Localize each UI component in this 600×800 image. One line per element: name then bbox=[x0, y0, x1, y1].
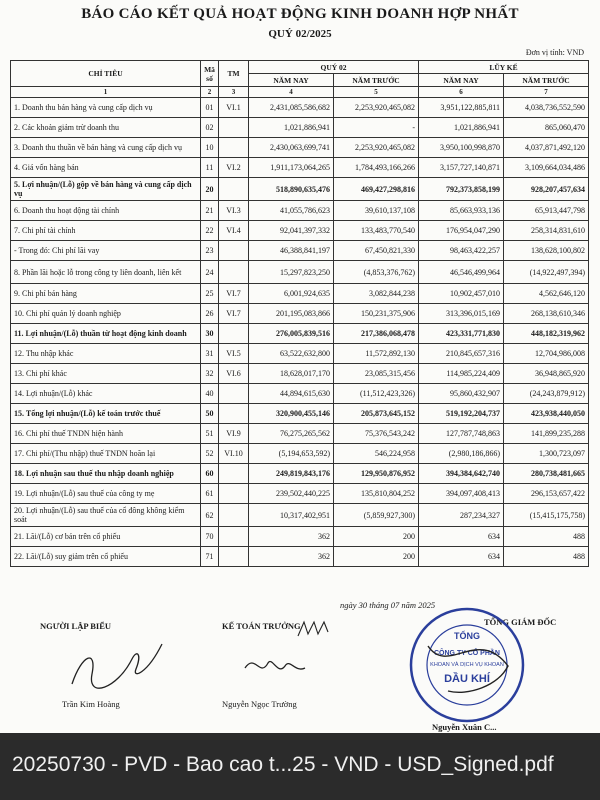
table-row bbox=[11, 118, 589, 138]
accountant-title: KẾ TOÁN TRƯỞNG bbox=[222, 621, 301, 631]
row-cumulative-last-year: 141,899,235,288 bbox=[504, 424, 589, 444]
header-cumulative: LŨY KẾ bbox=[419, 61, 589, 74]
row-note bbox=[219, 384, 249, 404]
table-row bbox=[11, 547, 589, 567]
row-note: VI.3 bbox=[219, 201, 249, 221]
row-note bbox=[219, 527, 249, 547]
row-cumulative-last-year: 4,562,646,120 bbox=[504, 284, 589, 304]
row-quarter-this-year: 320,900,455,146 bbox=[249, 404, 334, 424]
header-tm: TM bbox=[219, 61, 249, 87]
column-number-row bbox=[11, 87, 589, 98]
row-quarter-this-year: 249,819,843,176 bbox=[249, 464, 334, 484]
row-label: 17. Chi phí/(Thu nhập) thuế TNDN hoãn lại bbox=[11, 444, 201, 464]
row-label: 3. Doanh thu thuần về bán hàng và cung cấp dịch vụ bbox=[11, 138, 201, 158]
row-cumulative-this-year: 519,192,204,737 bbox=[419, 404, 504, 424]
row-label: 2. Các khoản giảm trừ doanh thu bbox=[11, 118, 201, 138]
row-quarter-last-year: 200 bbox=[334, 547, 419, 567]
row-note: VI.4 bbox=[219, 221, 249, 241]
row-label: 7. Chi phí tài chính bbox=[11, 221, 201, 241]
table-row bbox=[11, 241, 589, 261]
row-quarter-this-year: 276,005,839,516 bbox=[249, 324, 334, 344]
row-quarter-last-year: 1,784,493,166,266 bbox=[334, 158, 419, 178]
row-quarter-this-year: 44,894,615,630 bbox=[249, 384, 334, 404]
col-number: 5 bbox=[334, 87, 419, 98]
row-label: 15. Tổng lợi nhuận/(Lỗ) kế toán trước thuế bbox=[11, 404, 201, 424]
row-quarter-last-year: 3,082,844,238 bbox=[334, 284, 419, 304]
signing-date: ngày 30 tháng 07 năm 2025 bbox=[340, 600, 436, 610]
currency-unit: Đơn vị tính: VND bbox=[525, 48, 584, 57]
income-statement-table bbox=[10, 60, 589, 567]
row-code: 26 bbox=[201, 304, 219, 324]
row-cumulative-this-year: 634 bbox=[419, 547, 504, 567]
row-note bbox=[219, 261, 249, 284]
row-cumulative-last-year: 423,938,440,050 bbox=[504, 404, 589, 424]
row-code: 25 bbox=[201, 284, 219, 304]
row-code: 11 bbox=[201, 158, 219, 178]
row-cumulative-last-year: 488 bbox=[504, 547, 589, 567]
row-cumulative-last-year: 928,207,457,634 bbox=[504, 178, 589, 201]
table-row bbox=[11, 504, 589, 527]
row-cumulative-last-year: (15,415,175,758) bbox=[504, 504, 589, 527]
row-code: 60 bbox=[201, 464, 219, 484]
row-quarter-this-year: 63,522,632,800 bbox=[249, 344, 334, 364]
row-cumulative-last-year: 36,948,865,920 bbox=[504, 364, 589, 384]
row-label: 18. Lợi nhuận sau thuế thu nhập doanh nghiệp bbox=[11, 464, 201, 484]
row-quarter-this-year: 18,628,017,170 bbox=[249, 364, 334, 384]
table-row bbox=[11, 201, 589, 221]
row-code: 10 bbox=[201, 138, 219, 158]
row-note bbox=[219, 178, 249, 201]
row-quarter-this-year: 76,275,265,562 bbox=[249, 424, 334, 444]
col-number: 6 bbox=[419, 87, 504, 98]
row-quarter-last-year: 150,231,375,906 bbox=[334, 304, 419, 324]
table-row bbox=[11, 464, 589, 484]
row-note: VI.2 bbox=[219, 158, 249, 178]
row-quarter-last-year: 205,873,645,152 bbox=[334, 404, 419, 424]
row-note: VI.7 bbox=[219, 284, 249, 304]
col-number: 4 bbox=[249, 87, 334, 98]
stamp-line-3: DẦU KHÍ bbox=[444, 673, 490, 685]
row-cumulative-this-year: 127,787,748,863 bbox=[419, 424, 504, 444]
row-quarter-last-year: 75,376,543,242 bbox=[334, 424, 419, 444]
row-code: 51 bbox=[201, 424, 219, 444]
row-quarter-last-year: - bbox=[334, 118, 419, 138]
row-note bbox=[219, 504, 249, 527]
row-label: 16. Chi phí thuế TNDN hiện hành bbox=[11, 424, 201, 444]
row-label: 13. Chi phí khác bbox=[11, 364, 201, 384]
col-number: 3 bbox=[219, 87, 249, 98]
row-quarter-this-year: 1,021,886,941 bbox=[249, 118, 334, 138]
row-label: 12. Thu nhập khác bbox=[11, 344, 201, 364]
header-l-this-year: NĂM NAY bbox=[419, 74, 504, 87]
row-cumulative-last-year: 12,704,986,008 bbox=[504, 344, 589, 364]
row-quarter-last-year: 129,950,876,952 bbox=[334, 464, 419, 484]
table-row bbox=[11, 138, 589, 158]
row-cumulative-this-year: 3,157,727,140,871 bbox=[419, 158, 504, 178]
row-quarter-this-year: 10,317,402,951 bbox=[249, 504, 334, 527]
row-code: 71 bbox=[201, 547, 219, 567]
row-quarter-this-year: 46,388,841,197 bbox=[249, 241, 334, 261]
table-row bbox=[11, 444, 589, 464]
row-cumulative-this-year: 1,021,886,941 bbox=[419, 118, 504, 138]
row-code: 23 bbox=[201, 241, 219, 261]
preparer-signature-icon bbox=[62, 634, 172, 694]
row-quarter-this-year: 362 bbox=[249, 547, 334, 567]
table-row bbox=[11, 424, 589, 444]
row-label: 20. Lợi nhuận/(Lỗ) sau thuế của cổ đông không kiểm soát bbox=[11, 504, 201, 527]
row-quarter-last-year: 135,810,804,252 bbox=[334, 484, 419, 504]
row-code: 50 bbox=[201, 404, 219, 424]
row-cumulative-this-year: 3,950,100,998,870 bbox=[419, 138, 504, 158]
header-quarter: QUÝ 02 bbox=[249, 61, 419, 74]
row-code: 22 bbox=[201, 221, 219, 241]
row-quarter-last-year: (4,853,376,762) bbox=[334, 261, 419, 284]
row-cumulative-last-year: 4,037,871,492,120 bbox=[504, 138, 589, 158]
header-q-last-year: NĂM TRƯỚC bbox=[334, 74, 419, 87]
row-label: 21. Lãi/(Lỗ) cơ bản trên cổ phiếu bbox=[11, 527, 201, 547]
row-quarter-last-year: 133,483,770,540 bbox=[334, 221, 419, 241]
row-label: 4. Giá vốn hàng bán bbox=[11, 158, 201, 178]
row-quarter-this-year: 362 bbox=[249, 527, 334, 547]
accountant-initial-icon bbox=[296, 618, 330, 640]
row-note: VI.7 bbox=[219, 304, 249, 324]
row-note bbox=[219, 324, 249, 344]
table-row bbox=[11, 527, 589, 547]
row-cumulative-this-year: 114,985,224,409 bbox=[419, 364, 504, 384]
row-note bbox=[219, 404, 249, 424]
table-row bbox=[11, 221, 589, 241]
table-row bbox=[11, 344, 589, 364]
table-row bbox=[11, 404, 589, 424]
row-code: 01 bbox=[201, 98, 219, 118]
row-cumulative-last-year: (14,922,497,394) bbox=[504, 261, 589, 284]
row-label: - Trong đó: Chi phí lãi vay bbox=[11, 241, 201, 261]
row-note bbox=[219, 241, 249, 261]
row-quarter-last-year: 23,085,315,456 bbox=[334, 364, 419, 384]
header-chi-tieu: CHỈ TIÊU bbox=[11, 61, 201, 87]
row-cumulative-this-year: 423,331,771,830 bbox=[419, 324, 504, 344]
row-cumulative-last-year: 280,738,481,665 bbox=[504, 464, 589, 484]
row-cumulative-this-year: 10,902,457,010 bbox=[419, 284, 504, 304]
stamp-top-text: TỔNG bbox=[454, 631, 480, 641]
row-label: 1. Doanh thu bán hàng và cung cấp dịch vụ bbox=[11, 98, 201, 118]
table-row bbox=[11, 484, 589, 504]
row-quarter-last-year: 200 bbox=[334, 527, 419, 547]
row-note: VI.9 bbox=[219, 424, 249, 444]
row-quarter-this-year: 2,430,063,699,741 bbox=[249, 138, 334, 158]
row-quarter-last-year: 39,610,137,108 bbox=[334, 201, 419, 221]
row-quarter-this-year: (5,194,653,592) bbox=[249, 444, 334, 464]
table-row bbox=[11, 384, 589, 404]
row-quarter-last-year: 2,253,920,465,082 bbox=[334, 98, 419, 118]
row-code: 31 bbox=[201, 344, 219, 364]
row-code: 21 bbox=[201, 201, 219, 221]
row-quarter-last-year: 11,572,892,130 bbox=[334, 344, 419, 364]
table-row bbox=[11, 304, 589, 324]
row-label: 22. Lãi/(Lỗ) suy giảm trên cổ phiếu bbox=[11, 547, 201, 567]
row-quarter-last-year: 217,386,068,478 bbox=[334, 324, 419, 344]
file-name-label: 20250730 - PVD - Bao cao t...25 - VND - USD_Signed.pdf bbox=[12, 753, 554, 776]
row-note: VI.6 bbox=[219, 364, 249, 384]
preparer-title: NGƯỜI LẬP BIỂU bbox=[40, 621, 112, 631]
row-cumulative-last-year: 138,628,100,802 bbox=[504, 241, 589, 261]
row-label: 14. Lợi nhuận/(Lỗ) khác bbox=[11, 384, 201, 404]
row-quarter-this-year: 239,502,440,225 bbox=[249, 484, 334, 504]
row-cumulative-last-year: 4,038,736,552,590 bbox=[504, 98, 589, 118]
row-cumulative-this-year: (2,980,186,866) bbox=[419, 444, 504, 464]
row-note bbox=[219, 484, 249, 504]
row-quarter-this-year: 2,431,085,586,682 bbox=[249, 98, 334, 118]
row-code: 70 bbox=[201, 527, 219, 547]
row-label: 9. Chi phí bán hàng bbox=[11, 284, 201, 304]
row-cumulative-this-year: 46,546,499,964 bbox=[419, 261, 504, 284]
row-note bbox=[219, 464, 249, 484]
header-ma-so: Mã số bbox=[201, 61, 219, 87]
row-quarter-this-year: 6,001,924,635 bbox=[249, 284, 334, 304]
col-number: 1 bbox=[11, 87, 201, 98]
row-cumulative-last-year: 258,314,831,610 bbox=[504, 221, 589, 241]
row-quarter-last-year: 469,427,298,816 bbox=[334, 178, 419, 201]
row-cumulative-this-year: 98,463,422,257 bbox=[419, 241, 504, 261]
row-cumulative-last-year: 1,300,723,097 bbox=[504, 444, 589, 464]
row-cumulative-this-year: 85,663,933,136 bbox=[419, 201, 504, 221]
row-cumulative-last-year: (24,243,879,912) bbox=[504, 384, 589, 404]
row-quarter-last-year: (11,512,423,326) bbox=[334, 384, 419, 404]
stamp-line-2: KHOAN VÀ DỊCH VỤ KHOAN bbox=[430, 662, 504, 668]
row-cumulative-this-year: 287,234,327 bbox=[419, 504, 504, 527]
row-code: 32 bbox=[201, 364, 219, 384]
row-cumulative-last-year: 65,913,447,798 bbox=[504, 201, 589, 221]
report-period: QUÝ 02/2025 bbox=[268, 28, 332, 40]
row-cumulative-this-year: 394,384,642,740 bbox=[419, 464, 504, 484]
row-label: 5. Lợi nhuận/(Lỗ) gộp về bán hàng và cung cấp dịch vụ bbox=[11, 178, 201, 201]
table-row bbox=[11, 98, 589, 118]
header-q-this-year: NĂM NAY bbox=[249, 74, 334, 87]
row-cumulative-this-year: 95,860,432,907 bbox=[419, 384, 504, 404]
row-quarter-this-year: 201,195,083,866 bbox=[249, 304, 334, 324]
row-cumulative-this-year: 394,097,408,413 bbox=[419, 484, 504, 504]
row-code: 61 bbox=[201, 484, 219, 504]
row-code: 24 bbox=[201, 261, 219, 284]
row-note: VI.5 bbox=[219, 344, 249, 364]
table-row bbox=[11, 158, 589, 178]
accountant-signature-icon bbox=[240, 648, 310, 688]
table-row bbox=[11, 178, 589, 201]
row-cumulative-last-year: 865,060,470 bbox=[504, 118, 589, 138]
header-l-last-year: NĂM TRƯỚC bbox=[504, 74, 589, 87]
row-note bbox=[219, 547, 249, 567]
row-cumulative-this-year: 3,951,122,885,811 bbox=[419, 98, 504, 118]
stamp-line-1: CÔNG TY CỔ PHẦN bbox=[434, 650, 500, 657]
row-cumulative-last-year: 3,109,664,034,486 bbox=[504, 158, 589, 178]
row-cumulative-this-year: 634 bbox=[419, 527, 504, 547]
table-row bbox=[11, 261, 589, 284]
row-cumulative-this-year: 176,954,047,290 bbox=[419, 221, 504, 241]
accountant-name: Nguyễn Ngọc Trường bbox=[222, 699, 297, 709]
col-number: 7 bbox=[504, 87, 589, 98]
report-title: BÁO CÁO KẾT QUẢ HOẠT ĐỘNG KINH DOANH HỢP NHẤT bbox=[81, 6, 519, 22]
row-note bbox=[219, 138, 249, 158]
row-cumulative-last-year: 268,138,610,346 bbox=[504, 304, 589, 324]
row-code: 02 bbox=[201, 118, 219, 138]
table-row bbox=[11, 324, 589, 344]
row-quarter-this-year: 92,041,397,332 bbox=[249, 221, 334, 241]
director-title: TỔNG GIÁM ĐỐC bbox=[484, 617, 557, 627]
row-label: 10. Chi phí quản lý doanh nghiệp bbox=[11, 304, 201, 324]
row-quarter-this-year: 1,911,173,064,265 bbox=[249, 158, 334, 178]
row-quarter-this-year: 41,055,786,623 bbox=[249, 201, 334, 221]
row-label: 8. Phần lãi hoặc lỗ trong công ty liên doanh, liên kết bbox=[11, 261, 201, 284]
row-code: 52 bbox=[201, 444, 219, 464]
row-cumulative-last-year: 448,182,319,962 bbox=[504, 324, 589, 344]
table-body bbox=[11, 98, 589, 567]
row-code: 30 bbox=[201, 324, 219, 344]
row-quarter-this-year: 15,297,823,250 bbox=[249, 261, 334, 284]
table-row bbox=[11, 284, 589, 304]
table-row bbox=[11, 364, 589, 384]
row-note: VI.1 bbox=[219, 98, 249, 118]
row-label: 6. Doanh thu hoạt động tài chính bbox=[11, 201, 201, 221]
row-quarter-last-year: (5,859,927,300) bbox=[334, 504, 419, 527]
row-cumulative-last-year: 296,153,657,422 bbox=[504, 484, 589, 504]
row-label: 11. Lợi nhuận/(Lỗ) thuần từ hoạt động kinh doanh bbox=[11, 324, 201, 344]
row-quarter-last-year: 546,224,958 bbox=[334, 444, 419, 464]
director-name: Nguyễn Xuân C... bbox=[432, 722, 497, 732]
row-quarter-this-year: 518,890,635,476 bbox=[249, 178, 334, 201]
preparer-name: Trần Kim Hoàng bbox=[62, 699, 120, 709]
row-note: VI.10 bbox=[219, 444, 249, 464]
row-code: 62 bbox=[201, 504, 219, 527]
row-code: 40 bbox=[201, 384, 219, 404]
company-seal-icon bbox=[408, 606, 526, 724]
col-number: 2 bbox=[201, 87, 219, 98]
row-code: 20 bbox=[201, 178, 219, 201]
row-cumulative-this-year: 792,373,858,199 bbox=[419, 178, 504, 201]
row-quarter-last-year: 2,253,920,465,082 bbox=[334, 138, 419, 158]
row-cumulative-last-year: 488 bbox=[504, 527, 589, 547]
row-quarter-last-year: 67,450,821,330 bbox=[334, 241, 419, 261]
file-name-bar bbox=[0, 733, 600, 800]
row-label: 19. Lợi nhuận/(Lỗ) sau thuế của công ty mẹ bbox=[11, 484, 201, 504]
row-note bbox=[219, 118, 249, 138]
row-cumulative-this-year: 210,845,657,316 bbox=[419, 344, 504, 364]
row-cumulative-this-year: 313,396,015,169 bbox=[419, 304, 504, 324]
